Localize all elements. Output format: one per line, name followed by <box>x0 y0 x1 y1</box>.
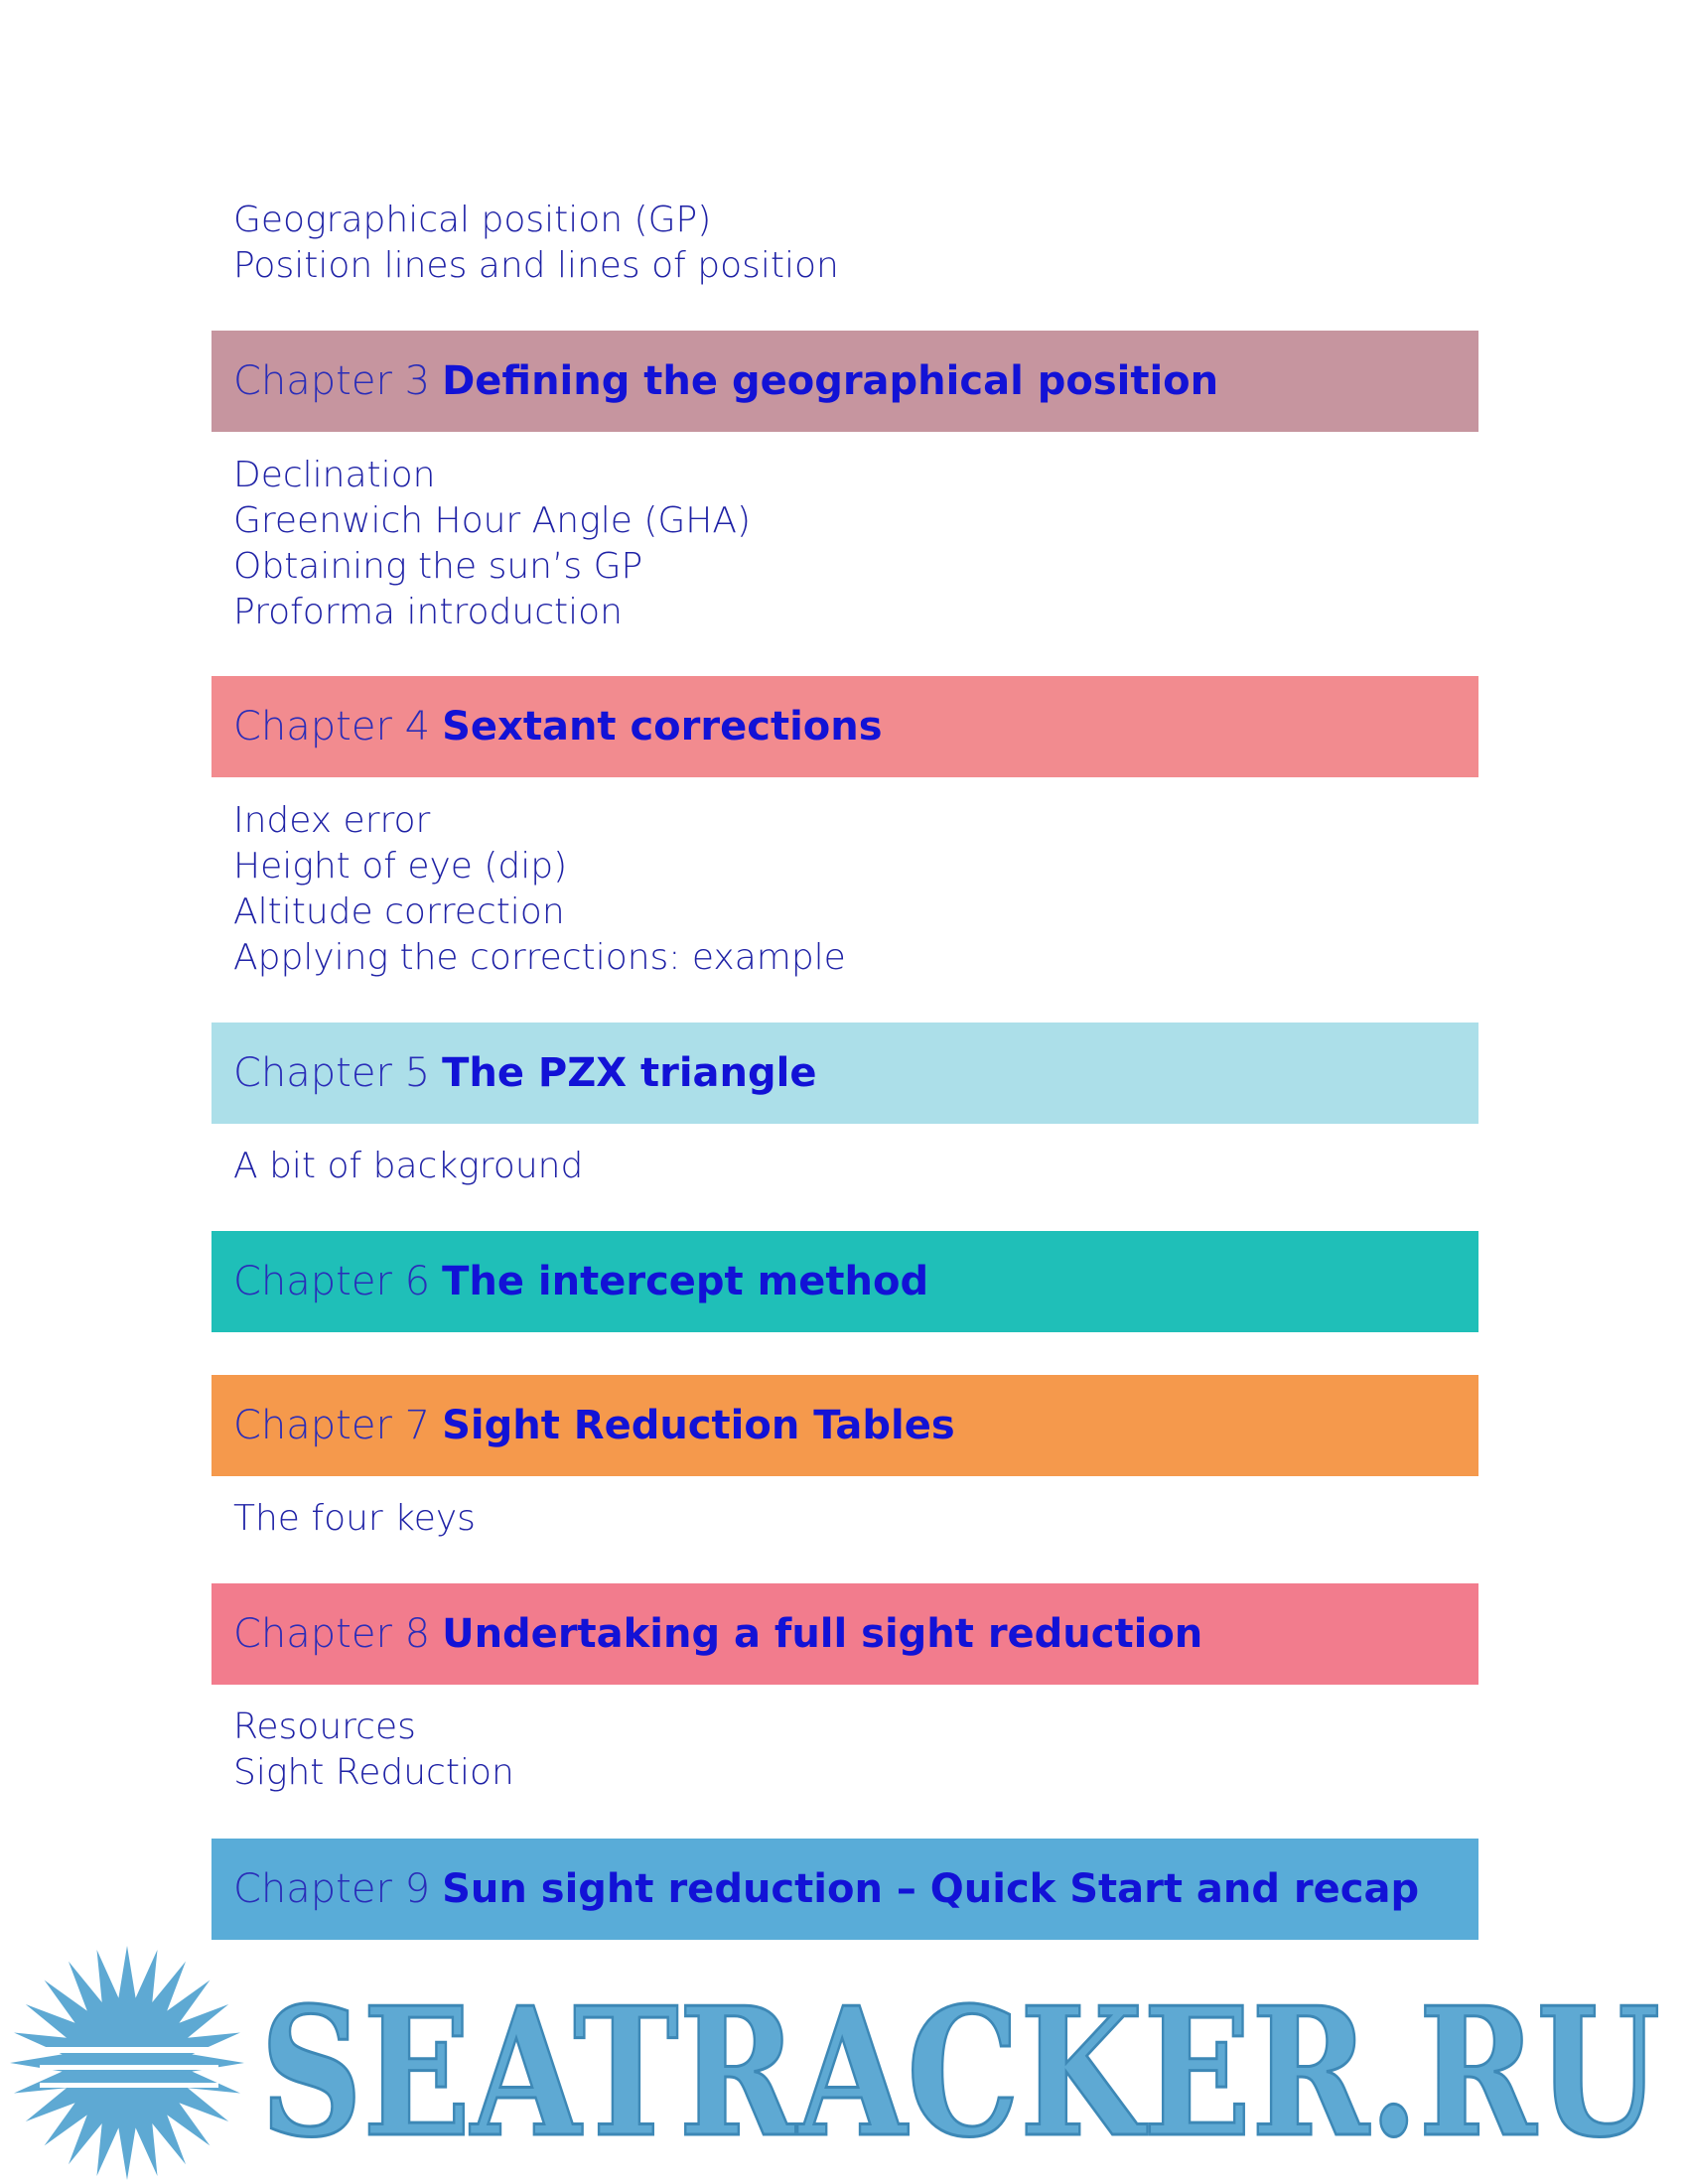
list-item[interactable]: Sight Reduction <box>233 1752 514 1793</box>
chapter-9-header[interactable] <box>211 1839 1478 1940</box>
watermark-text: SEATRACKER.RU <box>260 1969 1660 2176</box>
chapter-5-items <box>233 1144 583 1189</box>
list-item[interactable]: Index error <box>233 800 431 841</box>
list-item[interactable]: Resources <box>233 1706 416 1747</box>
list-item[interactable]: Obtaining the sun’s GP <box>233 546 643 587</box>
watermark <box>0 1936 1688 2184</box>
list-item[interactable]: Proforma introduction <box>233 592 623 632</box>
chapter-8-items <box>233 1705 514 1796</box>
list-item[interactable]: The four keys <box>233 1498 476 1539</box>
sun-icon <box>10 1946 244 2180</box>
list-item[interactable]: Position lines and lines of position <box>233 245 839 286</box>
chapter-7-header[interactable] <box>211 1375 1478 1476</box>
chapter-number: Chapter 3 <box>233 358 431 404</box>
chapter-number: Chapter 8 <box>233 1611 431 1657</box>
chapter-number: Chapter 4 <box>233 704 431 750</box>
list-item[interactable]: Applying the corrections: example <box>233 937 846 978</box>
chapter-5-header[interactable] <box>211 1023 1478 1124</box>
chapter-8-header[interactable] <box>211 1583 1478 1685</box>
chapter-number: Chapter 6 <box>233 1259 431 1304</box>
list-item[interactable]: Declination <box>233 455 436 495</box>
chapter-title: Undertaking a full sight reduction <box>442 1611 1203 1657</box>
chapter-number: Chapter 5 <box>233 1050 431 1096</box>
list-item[interactable]: Height of eye (dip) <box>233 846 568 887</box>
intro-items <box>233 198 839 289</box>
chapter-number: Chapter 9 <box>233 1866 431 1912</box>
list-item[interactable]: Geographical position (GP) <box>233 200 712 240</box>
list-item[interactable]: A bit of background <box>233 1146 584 1186</box>
chapter-4-items <box>233 798 846 981</box>
chapter-4-header[interactable] <box>211 676 1478 777</box>
chapter-title: Sextant corrections <box>442 704 883 750</box>
list-item[interactable]: Greenwich Hour Angle (GHA) <box>233 500 751 541</box>
chapter-title: The intercept method <box>442 1259 929 1304</box>
chapter-number: Chapter 7 <box>233 1403 431 1448</box>
chapter-title: The PZX triangle <box>442 1050 817 1096</box>
chapter-title: Sun sight reduction – Quick Start and recap <box>442 1866 1420 1912</box>
chapter-title: Sight Reduction Tables <box>442 1403 955 1448</box>
chapter-3-items <box>233 453 751 635</box>
chapter-3-header[interactable] <box>211 331 1478 432</box>
chapter-6-header[interactable] <box>211 1231 1478 1332</box>
chapter-7-items <box>233 1496 476 1542</box>
chapter-title: Defining the geographical position <box>442 358 1219 404</box>
list-item[interactable]: Altitude correction <box>233 891 565 932</box>
